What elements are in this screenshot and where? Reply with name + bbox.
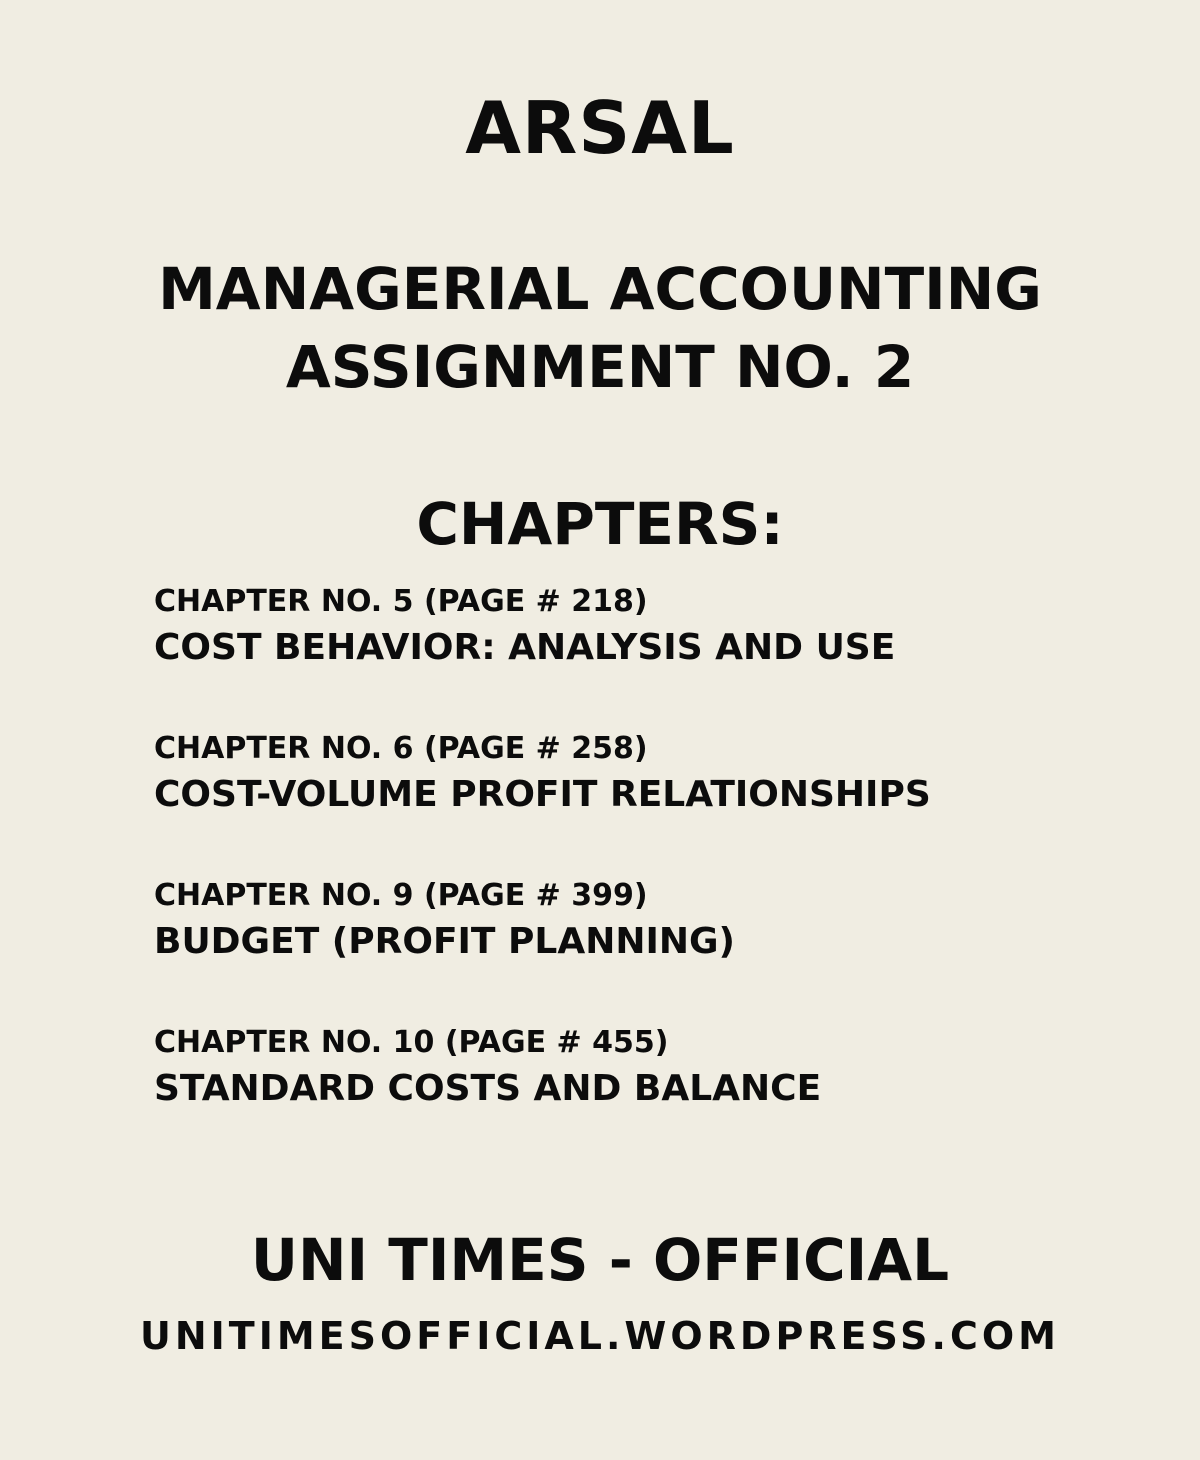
assignment-number: ASSIGNMENT NO. 2 <box>285 333 915 401</box>
chapter-item <box>154 582 1154 674</box>
chapter-title: COST-VOLUME PROFIT RELATIONSHIPS <box>154 774 931 815</box>
chapter-reference: CHAPTER NO. 10 (PAGE # 455) <box>154 1025 669 1060</box>
subject-block <box>0 250 1200 406</box>
chapter-reference: CHAPTER NO. 9 (PAGE # 399) <box>154 878 648 913</box>
chapters-heading: CHAPTERS: <box>416 490 784 558</box>
chapter-title: COST BEHAVIOR: ANALYSIS AND USE <box>154 627 896 668</box>
brand-name: UNI TIMES - OFFICIAL <box>250 1226 950 1294</box>
website-url: UNITIMESOFFICIAL.WORDPRESS.COM <box>139 1314 1060 1358</box>
chapter-reference: CHAPTER NO. 5 (PAGE # 218) <box>154 584 648 619</box>
subject-title: MANAGERIAL ACCOUNTING <box>158 255 1042 323</box>
chapter-title: BUDGET (PROFIT PLANNING) <box>154 921 735 962</box>
author-name: ARSAL <box>465 86 735 170</box>
chapter-reference: CHAPTER NO. 6 (PAGE # 258) <box>154 731 648 766</box>
chapter-item <box>154 729 1154 821</box>
chapter-item <box>154 1023 1154 1115</box>
chapter-title: STANDARD COSTS AND BALANCE <box>154 1068 822 1109</box>
chapter-item <box>154 876 1154 968</box>
chapter-list <box>154 582 1154 1170</box>
